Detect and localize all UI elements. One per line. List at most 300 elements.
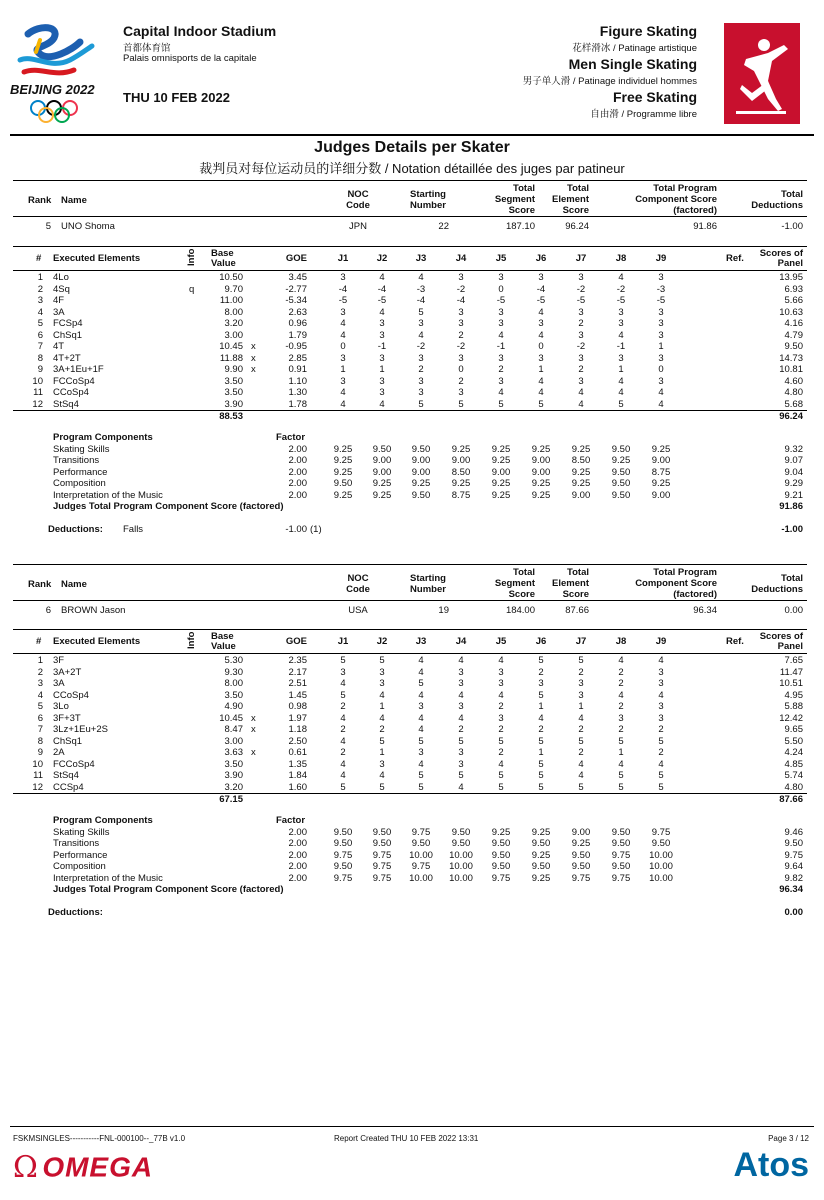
component-judge-2: 9.75 <box>372 849 392 861</box>
element-row <box>13 701 807 713</box>
element-row <box>13 678 807 690</box>
element-panel-score: 5.74 <box>784 770 803 781</box>
element-number: 8 <box>37 352 43 364</box>
element-judge-2: 4 <box>379 689 385 701</box>
element-judge-3: 4 <box>418 655 424 666</box>
element-number: 1 <box>37 655 43 666</box>
element-judge-6: 0 <box>538 341 544 352</box>
deduction-value: -1.00 <box>285 524 307 535</box>
element-judge-4: 4 <box>458 712 464 724</box>
element-judge-8: 2 <box>618 724 624 735</box>
element-judge-6: 4 <box>538 375 544 387</box>
element-judge-7: 4 <box>578 770 584 781</box>
element-base-value: 10.45 <box>219 712 243 724</box>
component-judge-6: 9.25 <box>531 826 551 838</box>
tes-label-1: Total <box>567 183 589 194</box>
element-judge-9: 4 <box>658 758 664 770</box>
base-value-label-1: Base <box>211 631 234 642</box>
element-judge-3: 5 <box>418 770 424 781</box>
component-panel-score: 9.32 <box>784 443 803 455</box>
judge-label-4: J4 <box>455 636 467 647</box>
element-panel-score: 5.50 <box>784 735 803 747</box>
element-goe: 2.17 <box>288 666 307 678</box>
element-panel-score: 7.65 <box>784 655 803 666</box>
element-judge-2: 1 <box>379 701 385 712</box>
component-judge-9: 9.50 <box>651 838 671 849</box>
element-judge-6: 5 <box>538 398 544 410</box>
component-judge-1: 9.75 <box>333 872 353 884</box>
element-judge-2: 4 <box>379 770 385 781</box>
element-number: 4 <box>37 306 43 318</box>
component-judge-1: 9.25 <box>333 443 353 455</box>
judge-label-6: J6 <box>535 253 547 264</box>
element-judge-9: 2 <box>658 747 664 758</box>
element-judge-1: 1 <box>340 364 346 375</box>
element-goe: -2.77 <box>285 283 307 295</box>
component-judge-7: 9.50 <box>571 861 591 872</box>
element-judge-4: 3 <box>458 318 464 329</box>
element-judge-5: 5 <box>498 781 504 793</box>
element-judge-8: 5 <box>618 398 624 410</box>
element-base-value: 9.30 <box>224 666 243 678</box>
component-judge-8: 9.75 <box>611 849 631 861</box>
element-judge-2: 3 <box>379 678 385 689</box>
element-base-value: 3.50 <box>224 387 243 398</box>
element-number: 11 <box>33 770 43 781</box>
element-judge-3: 4 <box>418 712 424 724</box>
element-goe: 3.45 <box>288 272 307 283</box>
tss-label-2: Segment <box>494 578 535 589</box>
element-base-value: 3.50 <box>224 375 243 387</box>
num-label: # <box>36 636 42 647</box>
component-factor: 2.00 <box>288 861 307 872</box>
component-judge-4: 9.50 <box>451 826 471 838</box>
element-base-value: 10.50 <box>219 272 243 283</box>
deductions-label: Deductions: <box>48 907 103 918</box>
element-judge-2: 2 <box>379 724 385 735</box>
element-judge-7: 3 <box>578 352 584 364</box>
element-judge-9: -5 <box>656 295 666 306</box>
element-goe: 1.30 <box>288 387 307 398</box>
judge-label-8: J8 <box>615 636 627 647</box>
component-judge-6: 9.25 <box>531 478 551 489</box>
component-row <box>13 490 807 502</box>
element-judge-9: 0 <box>658 364 664 375</box>
tes-label-2: Element <box>552 578 589 589</box>
element-judge-9: 3 <box>658 375 664 387</box>
element-judge-5: 3 <box>498 712 504 724</box>
element-judge-7: 3 <box>578 329 584 341</box>
element-judge-3: 5 <box>418 398 424 410</box>
component-judge-4: 9.00 <box>451 455 471 466</box>
element-code: 4T+2T <box>53 352 81 364</box>
component-judge-2: 9.50 <box>372 838 392 849</box>
element-info: q <box>189 283 195 295</box>
component-judge-4: 10.00 <box>449 849 473 861</box>
judge-label-8: J8 <box>615 253 627 264</box>
component-factor: 2.00 <box>288 455 307 466</box>
component-panel-score: 9.04 <box>784 466 803 478</box>
element-judge-1: -4 <box>338 283 348 295</box>
component-judge-2: 9.75 <box>372 872 392 884</box>
element-panel-score: 11.47 <box>779 666 803 678</box>
component-judge-5: 9.25 <box>491 478 511 489</box>
element-panel-score: 9.65 <box>784 724 803 735</box>
element-judge-5: 2 <box>498 364 504 375</box>
component-name: Interpretation of the Music <box>53 489 163 501</box>
component-judge-4: 8.50 <box>451 466 471 478</box>
element-code: 3A+1Eu+1F <box>53 364 104 375</box>
judge-label-1: J1 <box>337 636 349 647</box>
sport-title: Figure Skating <box>599 23 697 39</box>
component-name: Skating Skills <box>53 826 110 838</box>
element-code: 4Lo <box>53 272 69 283</box>
element-panel-score: 9.50 <box>784 341 803 352</box>
element-judge-4: 3 <box>458 758 464 770</box>
element-judge-9: 1 <box>658 341 664 352</box>
element-judge-8: 2 <box>618 678 624 689</box>
component-judge-7: 9.25 <box>571 838 591 849</box>
base-value-total: 88.53 <box>219 411 243 422</box>
component-name: Composition <box>53 478 106 489</box>
component-judge-9: 8.75 <box>651 466 671 478</box>
component-judge-1: 9.25 <box>333 489 353 501</box>
component-judge-9: 9.75 <box>651 826 671 838</box>
element-panel-score: 5.66 <box>784 295 803 306</box>
component-judge-8: 9.50 <box>611 466 631 478</box>
judge-label-5: J5 <box>495 253 507 264</box>
element-row <box>13 690 807 702</box>
element-judge-5: 4 <box>498 758 504 770</box>
deductions-total: -1.00 <box>781 524 803 535</box>
element-goe: 2.51 <box>288 678 307 689</box>
tes-label-3: Score <box>562 589 589 600</box>
page-subtitle: 裁判员对每位运动员的详细分数 / Notation détaillée des juges par patineur <box>199 161 625 176</box>
component-judge-4: 8.75 <box>451 489 471 501</box>
element-judge-9: 3 <box>658 352 664 364</box>
elements-header <box>13 629 807 654</box>
name-label: Name <box>61 579 87 590</box>
figure-skating-pictogram-icon <box>724 23 800 124</box>
element-judge-2: 5 <box>379 655 385 666</box>
element-number: 7 <box>37 341 43 352</box>
element-judge-7: 4 <box>578 387 584 398</box>
skater-total-segment-score: 187.10 <box>505 221 535 232</box>
element-judge-6: 1 <box>538 364 544 375</box>
panel-score-total: 87.66 <box>779 794 803 805</box>
element-code: 2A <box>53 747 65 758</box>
element-judge-5: 3 <box>498 352 504 364</box>
element-judge-9: 5 <box>658 735 664 747</box>
element-base-value: 8.00 <box>224 678 243 689</box>
element-judge-3: 3 <box>418 387 424 398</box>
element-judge-4: 5 <box>458 770 464 781</box>
skater-start-number: 19 <box>438 605 449 616</box>
element-goe: 2.85 <box>288 352 307 364</box>
element-judge-7: 3 <box>578 678 584 689</box>
deductions-total: 0.00 <box>784 907 803 918</box>
element-judge-5: 0 <box>498 283 504 295</box>
element-goe: 1.97 <box>288 712 307 724</box>
component-judge-8: 9.50 <box>611 861 631 872</box>
component-judge-7: 9.25 <box>571 443 591 455</box>
element-code: 3Lo <box>53 701 69 712</box>
skater-noc: USA <box>348 605 368 616</box>
element-base-value: 8.47 <box>224 724 243 735</box>
element-number: 6 <box>37 329 43 341</box>
component-judge-7: 8.50 <box>571 455 591 466</box>
segment-subtitle: 自由滑 / Programme libre <box>590 109 697 120</box>
element-goe: -5.34 <box>285 295 307 306</box>
panel-label-2: Panel <box>777 641 803 652</box>
element-bonus-marker: x <box>251 747 256 758</box>
element-code: CCoSp4 <box>53 387 89 398</box>
element-judge-3: 3 <box>418 352 424 364</box>
element-judge-9: 3 <box>658 272 664 283</box>
component-judge-2: 9.25 <box>372 489 392 501</box>
element-judge-3: -4 <box>416 295 426 306</box>
element-judge-4: 4 <box>458 781 464 793</box>
name-label: Name <box>61 195 87 206</box>
elements-header <box>13 246 807 271</box>
deductions-row <box>13 524 807 536</box>
element-number: 5 <box>37 701 43 712</box>
element-judge-7: 5 <box>578 735 584 747</box>
pc-total-label: Judges Total Program Component Score (factored) <box>53 501 284 512</box>
element-goe: 1.45 <box>288 689 307 701</box>
element-base-value: 4.90 <box>224 701 243 712</box>
element-base-value: 3.20 <box>224 318 243 329</box>
element-row <box>13 387 807 399</box>
component-judge-9: 9.25 <box>651 478 671 489</box>
element-row <box>13 399 807 411</box>
skater-summary-header <box>13 180 807 217</box>
element-judge-1: 5 <box>340 689 346 701</box>
component-judge-8: 9.50 <box>611 838 631 849</box>
component-name: Interpretation of the Music <box>53 872 163 884</box>
element-panel-score: 4.80 <box>784 781 803 793</box>
element-judge-4: 2 <box>458 724 464 735</box>
pc-total-value: 96.34 <box>779 884 803 895</box>
component-panel-score: 9.64 <box>784 861 803 872</box>
element-row <box>13 307 807 319</box>
component-judge-5: 9.25 <box>491 489 511 501</box>
element-judge-1: 3 <box>340 306 346 318</box>
element-row <box>13 736 807 748</box>
tss-label-1: Total <box>513 567 535 578</box>
component-judge-5: 9.50 <box>491 849 511 861</box>
component-row <box>13 467 807 479</box>
element-judge-7: 4 <box>578 398 584 410</box>
element-base-value: 3.00 <box>224 735 243 747</box>
component-judge-5: 9.50 <box>491 861 511 872</box>
element-row <box>13 353 807 365</box>
element-judge-7: -2 <box>576 283 586 295</box>
element-judge-7: 4 <box>578 712 584 724</box>
element-panel-score: 10.81 <box>779 364 803 375</box>
panel-label-1: Scores of <box>759 248 803 259</box>
component-factor: 2.00 <box>288 826 307 838</box>
element-goe: 2.35 <box>288 655 307 666</box>
element-judge-9: 4 <box>658 387 664 398</box>
element-row <box>13 272 807 284</box>
element-judge-5: 2 <box>498 747 504 758</box>
element-judge-1: 5 <box>340 655 346 666</box>
component-judge-9: 10.00 <box>649 872 673 884</box>
element-base-value: 5.30 <box>224 655 243 666</box>
element-judge-4: 5 <box>458 735 464 747</box>
element-judge-9: 5 <box>658 770 664 781</box>
base-value-total: 67.15 <box>219 794 243 805</box>
judge-label-2: J2 <box>376 636 388 647</box>
pcs-label-2: Component Score <box>635 578 717 589</box>
element-judge-4: 3 <box>458 666 464 678</box>
component-judge-8: 9.50 <box>611 443 631 455</box>
program-components-label: Program Components <box>53 432 153 443</box>
element-judge-5: 2 <box>498 701 504 712</box>
component-judge-2: 9.50 <box>372 826 392 838</box>
element-code: 3A <box>53 306 65 318</box>
element-goe: 1.78 <box>288 398 307 410</box>
component-judge-8: 9.25 <box>611 455 631 466</box>
element-judge-1: -5 <box>338 295 348 306</box>
element-code: StSq4 <box>53 770 79 781</box>
element-panel-score: 12.42 <box>779 712 803 724</box>
program-components-label: Program Components <box>53 815 153 826</box>
element-judge-1: 4 <box>340 758 346 770</box>
skater-rank: 5 <box>45 221 51 232</box>
component-judge-6: 9.00 <box>531 466 551 478</box>
element-judge-2: 4 <box>379 398 385 410</box>
element-judge-1: 5 <box>340 781 346 793</box>
tes-label-3: Score <box>562 205 589 216</box>
element-judge-4: 0 <box>458 364 464 375</box>
judge-label-4: J4 <box>455 253 467 264</box>
component-judge-4: 9.50 <box>451 838 471 849</box>
element-judge-8: 4 <box>618 375 624 387</box>
element-judge-5: 5 <box>498 398 504 410</box>
component-row <box>13 873 807 885</box>
element-judge-8: 3 <box>618 352 624 364</box>
element-judge-6: 1 <box>538 747 544 758</box>
element-bonus-marker: x <box>251 364 256 375</box>
element-judge-9: 3 <box>658 701 664 712</box>
element-number: 10 <box>32 375 43 387</box>
element-panel-score: 14.73 <box>779 352 803 364</box>
element-judge-1: 2 <box>340 701 346 712</box>
element-goe: 1.79 <box>288 329 307 341</box>
element-judge-8: 3 <box>618 712 624 724</box>
skater-total-deductions: -1.00 <box>781 221 803 232</box>
element-judge-5: 4 <box>498 387 504 398</box>
element-judge-4: 3 <box>458 352 464 364</box>
element-code: CCoSp4 <box>53 689 89 701</box>
base-value-label-2: Value <box>211 641 236 652</box>
element-judge-8: 5 <box>618 735 624 747</box>
element-judge-2: 4 <box>379 306 385 318</box>
base-value-label-2: Value <box>211 258 236 269</box>
element-judge-2: -5 <box>377 295 387 306</box>
element-judge-3: 4 <box>418 272 424 283</box>
element-code: 3F+3T <box>53 712 81 724</box>
skater-name: BROWN Jason <box>61 605 126 616</box>
elements-label: Executed Elements <box>53 636 141 647</box>
element-judge-9: 3 <box>658 318 664 329</box>
event-title: Men Single Skating <box>568 56 697 72</box>
element-judge-4: -2 <box>456 283 466 295</box>
element-judge-4: 3 <box>458 701 464 712</box>
element-judge-7: 2 <box>578 724 584 735</box>
component-judge-7: 9.25 <box>571 478 591 489</box>
element-judge-5: 3 <box>498 666 504 678</box>
element-judge-8: -5 <box>616 295 626 306</box>
element-panel-score: 13.95 <box>779 272 803 283</box>
component-judge-7: 9.00 <box>571 489 591 501</box>
component-row <box>13 455 807 467</box>
judge-label-9: J9 <box>655 253 667 264</box>
element-judge-2: 3 <box>379 387 385 398</box>
component-factor: 2.00 <box>288 443 307 455</box>
skater-name: UNO Shoma <box>61 221 115 232</box>
tss-label-3: Score <box>508 589 535 600</box>
element-judge-5: -1 <box>496 341 506 352</box>
start-label-2: Number <box>410 200 446 211</box>
element-judge-3: 5 <box>418 306 424 318</box>
component-judge-6: 9.25 <box>531 489 551 501</box>
element-judge-7: 5 <box>578 655 584 666</box>
beijing-2022-logo <box>10 20 102 128</box>
component-panel-score: 9.82 <box>784 872 803 884</box>
element-number: 1 <box>37 272 43 283</box>
element-judge-8: -1 <box>616 341 626 352</box>
skater-total-deductions: 0.00 <box>784 605 803 616</box>
element-judge-6: 1 <box>538 701 544 712</box>
component-name: Transitions <box>53 838 100 849</box>
judge-label-6: J6 <box>535 636 547 647</box>
start-label-1: Starting <box>410 573 446 584</box>
pcs-label-3: (factored) <box>673 589 717 600</box>
element-judge-8: 4 <box>618 329 624 341</box>
component-judge-1: 9.25 <box>333 455 353 466</box>
component-judge-6: 9.25 <box>531 443 551 455</box>
element-judge-6: -5 <box>536 295 546 306</box>
element-judge-1: 4 <box>340 678 346 689</box>
element-number: 10 <box>32 758 43 770</box>
element-panel-score: 5.68 <box>784 398 803 410</box>
component-judge-9: 10.00 <box>649 861 673 872</box>
element-judge-4: 4 <box>458 689 464 701</box>
element-code: 3A <box>53 678 65 689</box>
element-judge-7: 4 <box>578 758 584 770</box>
element-judge-1: 4 <box>340 712 346 724</box>
element-judge-7: 5 <box>578 781 584 793</box>
element-judge-9: 3 <box>658 329 664 341</box>
element-row <box>13 295 807 307</box>
element-judge-7: 1 <box>578 701 584 712</box>
program-components-header <box>13 815 807 827</box>
component-judge-1: 9.50 <box>333 478 353 489</box>
element-base-value: 9.70 <box>224 283 243 295</box>
element-judge-9: 2 <box>658 724 664 735</box>
element-judge-9: 4 <box>658 689 664 701</box>
element-judge-8: 2 <box>618 701 624 712</box>
component-row <box>13 850 807 862</box>
element-totals-row <box>13 411 807 423</box>
start-label-1: Starting <box>410 189 446 200</box>
component-factor: 2.00 <box>288 478 307 489</box>
base-value-label-1: Base <box>211 248 234 259</box>
ref-label: Ref. <box>726 636 744 647</box>
